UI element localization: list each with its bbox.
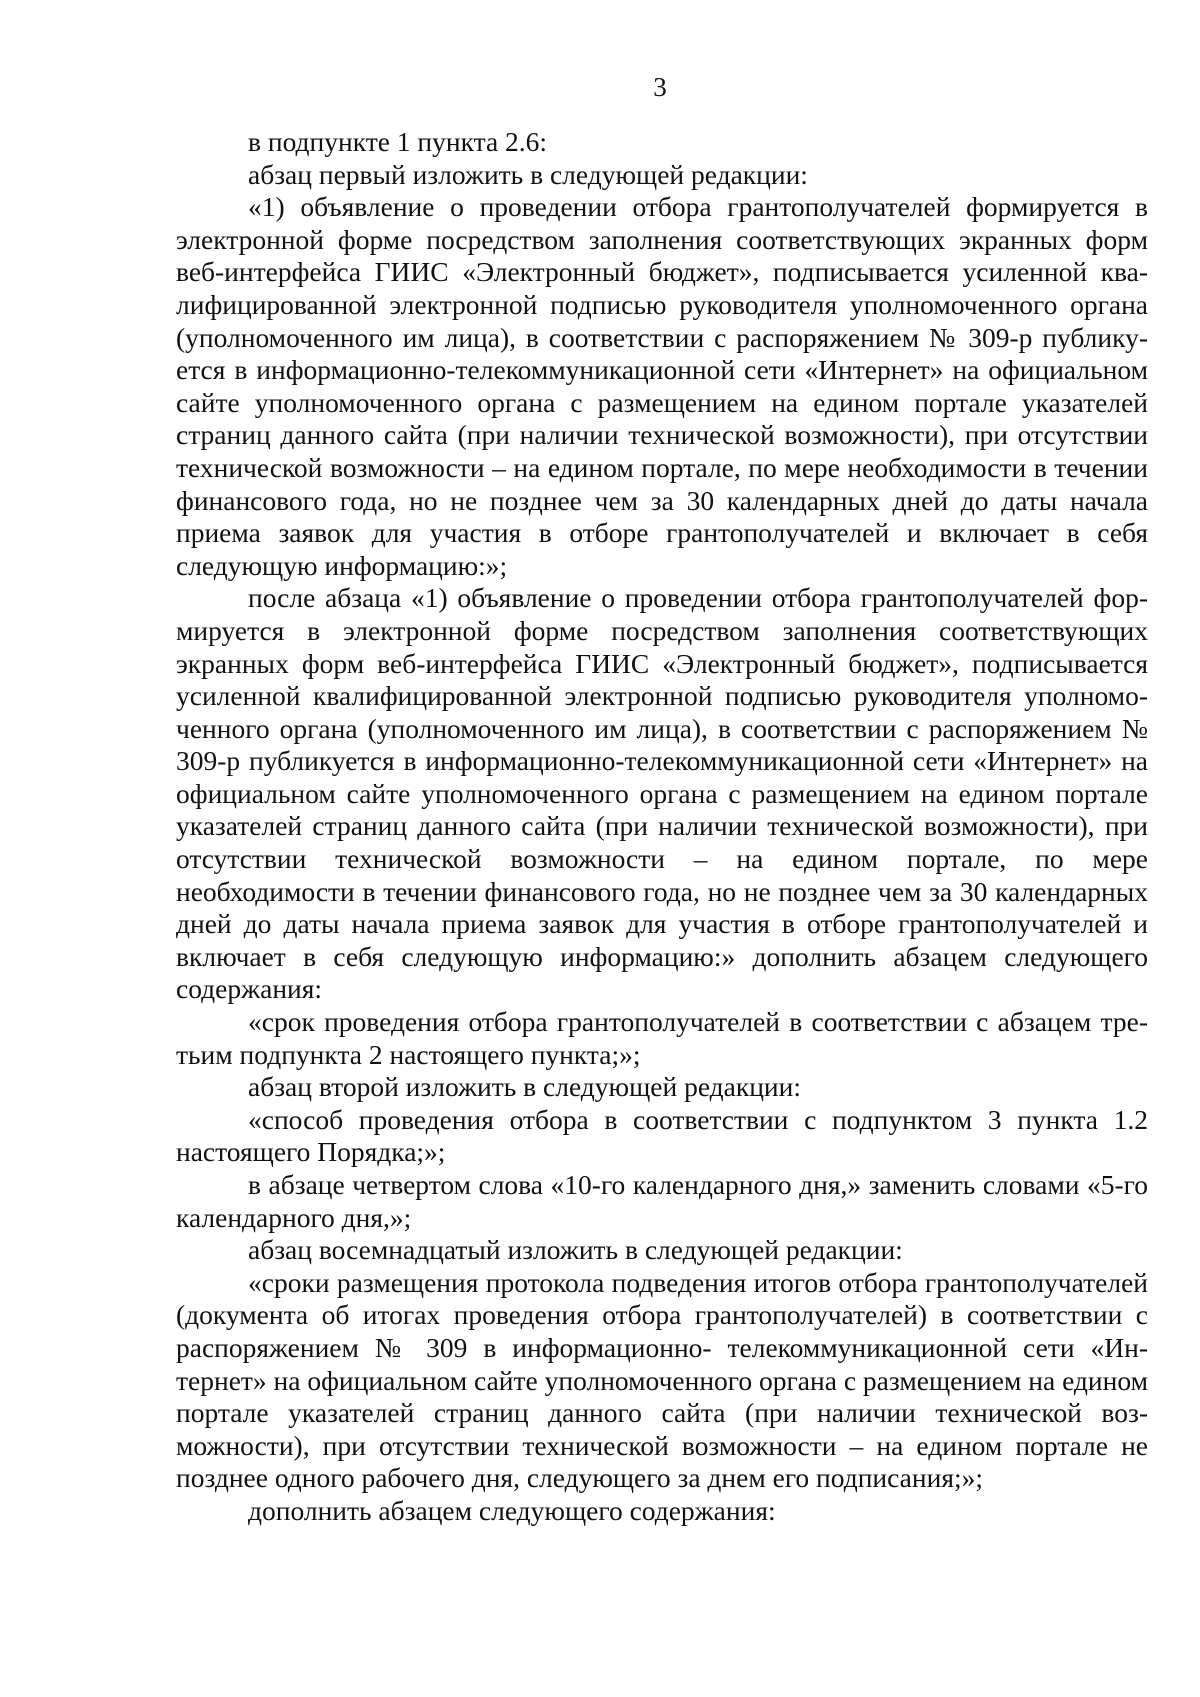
paragraph: «1) объявление о проведении отбора грантополучателей формируется в электронной форме посредством заполнения соответствующих экранных форм веб-интерфейса ГИИС «Электронный бюджет», подписывается усиленной квалифицированной электронной подписью руководителя уполномоченного органа (уполномоченного им лица), в соответствии с распоряжением № 309-р публикуется в информационно-телекоммуникационной сети «Интернет» на официальном сайте уполномоченного органа с размещением на едином портале указателей страниц данного сайта (при наличии технической возможности), при отсутствии технической возможности – на едином портале, по мере необходимости в течении финансового года, но не позднее чем за 30 календарных дней до даты начала приема заявок для участия в отборе грантополучателей и включает в себя следующую информацию:»; xyxy=(176,191,1148,581)
paragraph: в подпункте 1 пункта 2.6: xyxy=(248,126,548,157)
paragraph: «срок проведения отбора грантополучателей в соответствии с абзацем третьим подпункта 2 настоящего пункта;»; xyxy=(176,1006,1148,1070)
page-number: 3 xyxy=(653,72,667,102)
paragraph: абзац первый изложить в следующей редакции: xyxy=(248,158,808,190)
paragraph: абзац второй изложить в следующей редакции: xyxy=(248,1071,802,1103)
paragraph: после абзаца «1) объявление о проведении отбора грантополучателей формируется в электронной форме посредством заполнения соответствующих экранных форм веб-интерфейса ГИИС «Электронный бюджет», подписывается усиленной квалифицированной электронной подписью руководителя уполномоченного органа (уполномоченного им лица), в соответствии с распоряжением № 309-р публикуется в информационно-телекоммуникационной сети «Интернет» на официальном сайте уполномоченного органа с размещением на едином портале указателей страниц данного сайта (при наличии технической возможности), при отсутствии технической возможности – на едином портале, по мере необходимости в течении финансового года, но не позднее чем за 30 календарных дней до даты начала приема заявок для участия в отборе грантополучателей и включает в себя следующую информацию:» дополнить абзацем следующего содержания: xyxy=(176,582,1148,1005)
paragraph: «сроки размещения протокола подведения итогов отбора грантополучателей (документа об итогах проведения отбора грантополучателей) в соответствии с распоряжением № 309 в информационно- телекоммуникационной сети «Интернет» на официальном сайте уполномоченного органа с размещением на едином портале указателей страниц данного сайта (при наличии технической возможности), при отсутствии технической возможности – на едином портале не позднее одного рабочего дня, следующего за днем его подписания;»; xyxy=(176,1266,1148,1494)
paragraph: «способ проведения отбора в соответствии с подпунктом 3 пункта 1.2 настоящего Порядка;»; xyxy=(176,1103,1148,1168)
paragraph: в абзаце четвертом слова «10-го календарного дня,» заменить словами «5-го календарного дня,»; xyxy=(176,1169,1148,1233)
document-body xyxy=(176,126,1148,1528)
paragraph: абзац восемнадцатый изложить в следующей редакции: xyxy=(248,1234,903,1266)
paragraph: дополнить абзацем следующего содержания: xyxy=(248,1494,776,1526)
